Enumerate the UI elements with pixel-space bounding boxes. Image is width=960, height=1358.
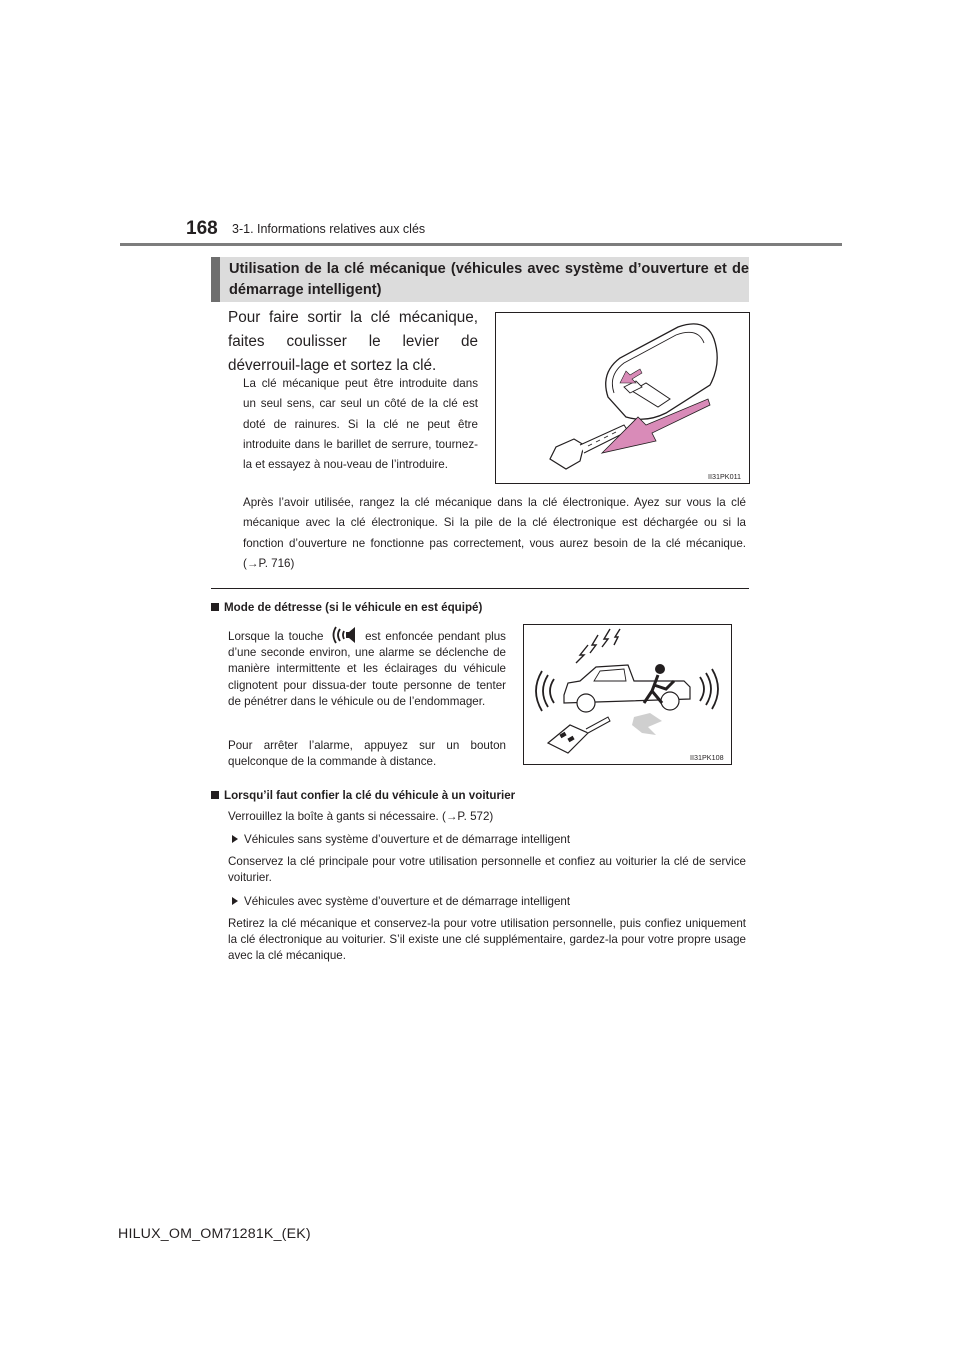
panic-stop-text: Pour arrêter l’alarme, appuyez sur un bouton quelconque de la commande à distance. — [228, 739, 506, 769]
section-title: Utilisation de la clé mécanique (véhicules avec système d’ouverture et de démarrage intelligent) — [229, 261, 749, 298]
panic-horn-icon — [331, 626, 357, 644]
storage-note: Après l’avoir utilisée, rangez la clé mécanique dans la clé électronique. Ayez sur vous la clé mécanique avec la clé électronique. Si la pile de la clé électronique est déchargée ou si la fonction d’ouverture ne fonctionne pas correctement, vous aurez besoin de la clé mécanique. (→P. 716) — [243, 496, 746, 570]
valet-heading — [211, 788, 515, 804]
section-divider — [211, 588, 749, 589]
note-paragraph: La clé mécanique peut être introduite dans un seul sens, car seul un côté de la clé est doté de rainures. Si la clé ne peut être introduite dans le barillet de serrure, tournez-la et essayez à nou-veau de l’introduire. — [243, 377, 478, 472]
document-code: HILUX_OM_OM71281K_(EK) — [118, 1226, 311, 1242]
triangle-bullet-icon — [232, 835, 238, 843]
square-bullet-icon — [211, 603, 219, 611]
header-rule — [120, 243, 842, 246]
mechanical-key-figure — [495, 312, 750, 484]
panic-alarm-illustration — [524, 625, 731, 764]
figure-code: II31PK108 — [690, 753, 724, 762]
page-number: 168 — [186, 218, 218, 239]
valet-intro: Verrouillez la boîte à gants si nécessaire. (→P. 572) — [228, 810, 494, 823]
valet-item-2-label: Véhicules avec système d’ouverture et de démarrage intelligent — [232, 894, 570, 910]
lead-paragraph: Pour faire sortir la clé mécanique, faites coulisser le levier de déverrouil-lage et sortez la clé. — [228, 309, 478, 374]
valet-item-1-text: Conservez la clé principale pour votre utilisation personnelle et confiez au voiturier la clé de service voiturier. — [228, 855, 746, 885]
section-heading — [211, 257, 749, 302]
square-bullet-icon — [211, 791, 219, 799]
triangle-bullet-icon — [232, 897, 238, 905]
panic-mode-text — [228, 626, 506, 710]
mechanical-key-head — [550, 439, 584, 469]
valet-title: Lorsqu’il faut confier la clé du véhicule à un voiturier — [224, 789, 516, 802]
chapter-title: 3-1. Informations relatives aux clés — [232, 222, 426, 236]
panic-alarm-figure — [523, 624, 732, 765]
panic-text-after-icon: est enfoncée pendant plus d’une seconde environ, une alarme se déclenche de manière intermittente et les éclairages du véhicule clignotent pour dissua-der toute personne de tenter de pénétrer dans le véhicule ou de l’endommager. — [228, 630, 506, 708]
valet-item-2-text: Retirez la clé mécanique et conservez-la pour votre utilisation personnelle, puis confiez uniquement la clé électronique au voiturier. S’il existe une clé supplémentaire, gardez-la pour votre propre usage avec la clé mécanique. — [228, 917, 746, 963]
panic-text-before-icon: Lorsque la touche — [228, 630, 324, 643]
figure-code: II31PK011 — [708, 472, 742, 481]
panic-mode-heading — [211, 600, 482, 616]
panic-mode-title: Mode de détresse (si le véhicule en est équipé) — [224, 601, 483, 614]
valet-item-1-label: Véhicules sans système d’ouverture et de démarrage intelligent — [232, 832, 570, 848]
mechanical-key-illustration — [496, 313, 749, 483]
